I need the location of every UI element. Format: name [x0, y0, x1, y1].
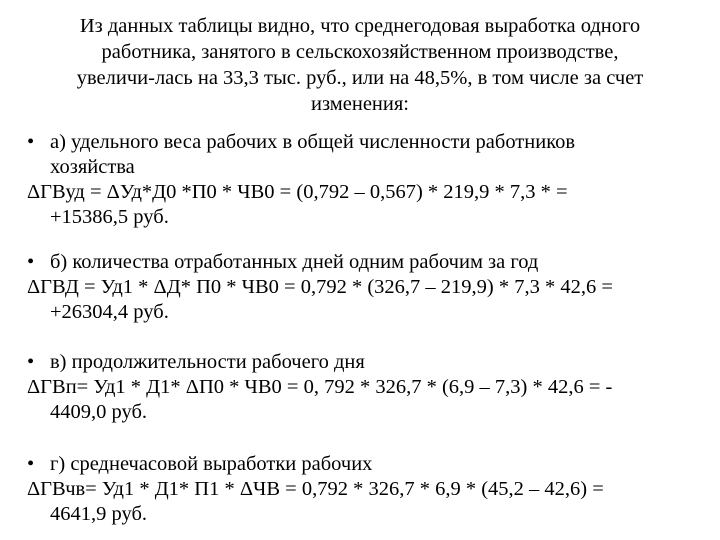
section-a	[0, 130, 720, 230]
intro-line: изменения:	[311, 93, 409, 115]
bullet-icon: •	[27, 453, 35, 475]
bullet-text: в) продолжительности рабочего дня	[50, 351, 365, 373]
bullet-icon: •	[27, 251, 35, 273]
bullet-item-c	[0, 350, 720, 375]
bullet-icon: •	[27, 131, 35, 153]
intro-line: увеличи-лась на 33,3 тыс. руб., или на 48,5%, в том числе за счет	[76, 67, 644, 89]
intro-paragraph	[40, 13, 680, 117]
bullet-item-d	[0, 452, 720, 477]
bullet-icon: •	[27, 351, 35, 373]
formula-d: ΔГВчв= Уд1 * Д1* П1 * ΔЧВ = 0,792 * 326,7 * 6,9 * (45,2 – 42,6) =	[27, 478, 604, 500]
formula-b: ΔГВД = Уд1 * ΔД* П0 * ЧВ0 = 0,792 * (326,7 – 219,9) * 7,3 * 42,6 =	[27, 276, 613, 298]
bullet-text: хозяйства	[50, 156, 135, 178]
result-b: +26304,4 руб.	[50, 301, 169, 323]
intro-line: Из данных таблицы видно, что среднегодовая выработка одного	[79, 15, 641, 37]
result-a: +15386,5 руб.	[50, 206, 169, 228]
section-d	[0, 452, 720, 527]
bullet-item-a	[0, 130, 720, 180]
bullet-text: а) удельного веса рабочих в общей численности работников	[50, 131, 576, 153]
bullet-text: г) среднечасовой выработки рабочих	[50, 453, 373, 475]
result-c: 4409,0 руб.	[50, 401, 148, 423]
section-b	[0, 250, 720, 325]
result-d: 4641,9 руб.	[50, 503, 148, 525]
intro-line: работника, занятого в сельскохозяйственном производстве,	[101, 41, 619, 63]
bullet-item-b	[0, 250, 720, 275]
section-c	[0, 350, 720, 425]
bullet-text: б) количества отработанных дней одним рабочим за год	[50, 251, 539, 273]
formula-a: ΔГВуд = ΔУд*Д0 *П0 * ЧВ0 = (0,792 – 0,567) * 219,9 * 7,3 * =	[27, 181, 568, 203]
formula-c: ΔГВп= Уд1 * Д1* ΔП0 * ЧВ0 = 0, 792 * 326,7 * (6,9 – 7,3) * 42,6 = -	[27, 376, 613, 398]
